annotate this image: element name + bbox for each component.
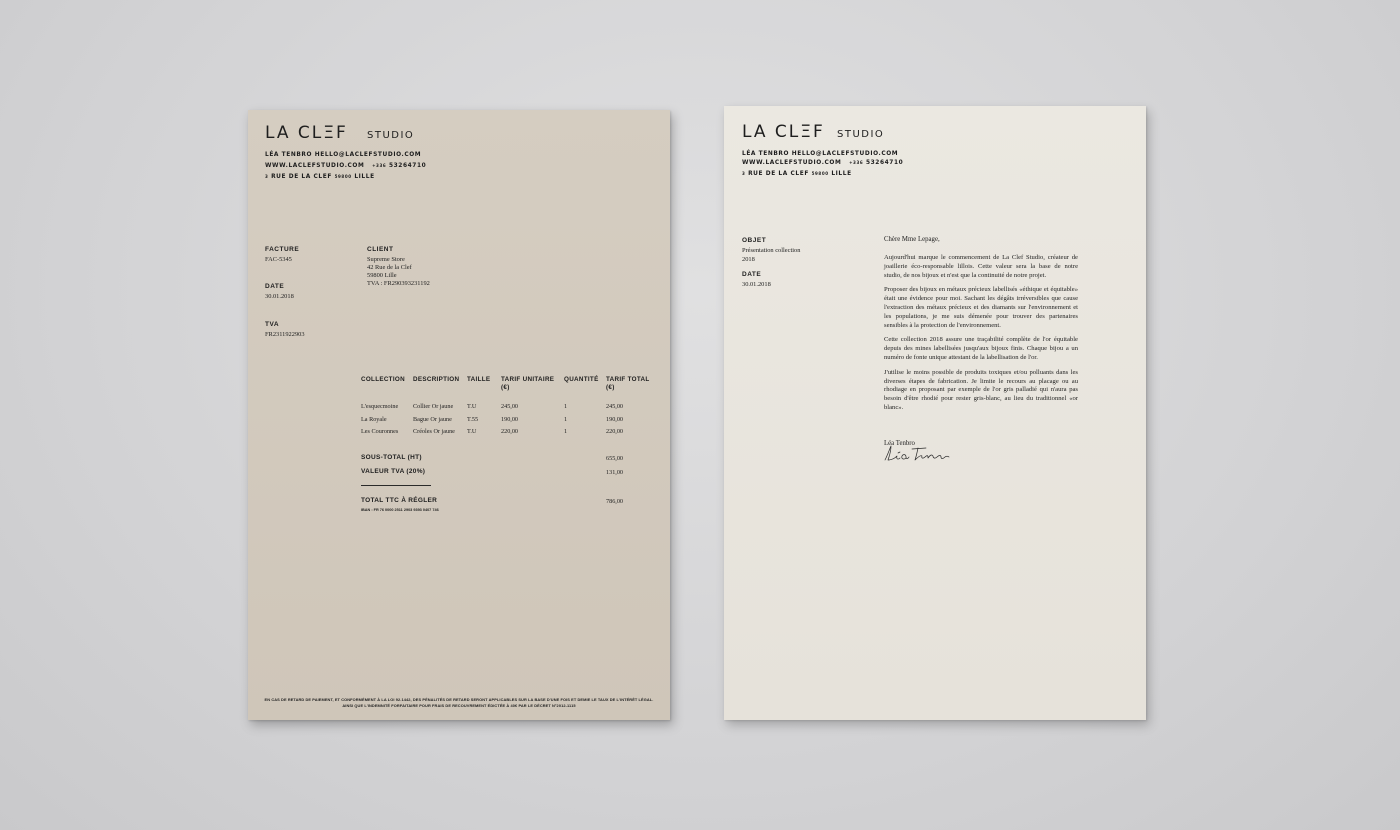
subtotal-label: SOUS-TOTAL (HT) — [361, 454, 422, 461]
letter-paragraph: Proposer des bijoux en métaux précieux labellisés «éthique et équitable» était une évidence pour moi. Sachant les dégâts irréversibles que cause l'extraction des métaux précieux et des diamants sur l'environnement et les populations, je me suis démenée pour trouver des partenaires sensibles à la protection de l'environnement. — [884, 286, 1078, 329]
totals-divider — [361, 485, 431, 486]
total-value: 786,00 — [606, 498, 624, 505]
brand-address-zip: 59800 — [334, 175, 352, 180]
letter-paragraph: Cette collection 2018 assure une traçabilité complète de l'or équitable depuis des mines labellisées jusqu'aux bijoux finis. Chaque bijou a un numéro de fonte unique attestant de la labellisation de l'or. — [884, 336, 1078, 361]
table-row — [361, 403, 661, 411]
cell-tarif-total: 190,00 — [606, 416, 624, 423]
client-address — [367, 256, 430, 288]
tva-label: TVA — [265, 321, 280, 328]
cell-tarif-unitaire: 245,00 — [501, 403, 519, 410]
cell-quantite: 1 — [564, 403, 568, 410]
brand-phone-prefix: +336 — [372, 164, 387, 169]
objet-line-1: Présentation collection — [742, 247, 801, 254]
letter-body — [884, 254, 1078, 419]
letter-paragraph: Aujourd'hui marque le commencement de La Clef Studio, créateur de joaillerie éco-responsable lillois. Cette valeur sera la base de notre studio, de nos bijoux et n'est que la continuité de notre projet. — [884, 254, 1078, 279]
salutation: Chère Mme Lepage, — [884, 236, 940, 243]
col-header-tarif-total: TARIF TOTAL (€) — [606, 376, 650, 391]
brand-studio: STUDIO — [837, 129, 885, 140]
cell-taille: T.U — [467, 403, 477, 410]
col-header-tarif-unitaire: TARIF UNITAIRE (€) — [501, 376, 555, 391]
total-label: TOTAL TTC À RÉGLER — [361, 497, 438, 504]
cell-description: Collier Or jaune — [413, 403, 454, 410]
iban: IBAN : FR 76 0000 2511 2903 9393 0407 746 — [361, 508, 439, 512]
brand-address-street: RUE DE LA CLEF — [748, 169, 809, 177]
brand-address-number: 3 — [742, 172, 746, 177]
cell-tarif-total: 220,00 — [606, 428, 624, 435]
cell-tarif-total: 245,00 — [606, 403, 624, 410]
cell-description: Bague Or jaune — [413, 416, 452, 423]
col-header-description: DESCRIPTION — [413, 376, 460, 383]
brand-address-city: LILLE — [831, 169, 852, 177]
letter-date-label: DATE — [742, 271, 762, 278]
cell-tarif-unitaire: 190,00 — [501, 416, 519, 423]
client-line: Supreme Store — [367, 256, 405, 263]
legal-footer-line-1: EN CAS DE RETARD DE PAIEMENT, ET CONFORMÉMENT À LA LOI 92.1442, DES PÉNALITÉS DE RETARD SERONT APPLICABLES SUR LA BASE D'UNE FOIS ET DEMIE LE TAUX DE L'INTÉRÊT LÉGAL. — [264, 697, 654, 702]
table-row — [361, 428, 661, 436]
legal-footer — [248, 697, 670, 709]
letter-date-value: 30.01.2018 — [742, 281, 771, 288]
cell-description: Créoles Or jaune — [413, 428, 455, 435]
brand-phone-prefix: +336 — [849, 161, 864, 166]
tva-value: FR2311922903 — [265, 331, 305, 338]
letter-paragraph: J'utilise le moins possible de produits toxiques et/ou polluants dans les diverses étapes de fabrication. Je limite le recours au placage ou au rhodiage en proposant par exemple de l'or gris palladié qui n'aura pas besoin d'être rhodié pour rester gris-blanc, au lieu du traditionnel «or blanc». — [884, 368, 1078, 411]
cell-taille: T.55 — [467, 416, 479, 423]
col-header-taille: TAILLE — [467, 376, 491, 383]
table-row — [361, 416, 661, 424]
client-line: TVA : FR290393231192 — [367, 280, 430, 287]
cell-collection: La Royale — [361, 416, 387, 423]
brand-phone: 53264710 — [865, 158, 904, 166]
col-header-quantite: QUANTITÉ — [564, 376, 599, 383]
brand-address-number: 3 — [265, 175, 269, 180]
invoice-sheet — [248, 110, 670, 720]
invoice-date-label: DATE — [265, 283, 285, 290]
cell-quantite: 1 — [564, 416, 568, 423]
invoice-date-value: 30.01.2018 — [265, 293, 294, 300]
brand-address-street: RUE DE LA CLEF — [271, 172, 332, 180]
subtotal-value: 655,00 — [606, 455, 624, 462]
legal-footer-line-2: AINSI QUE L'INDEMNITÉ FORFAITAIRE POUR FRAIS DE RECOUVREMENT ÉDICTÉE À 40€ PAR LE DÉCRET N°2012-1115 — [342, 703, 576, 708]
brand-website: WWW.LACLEFSTUDIO.COM — [265, 161, 365, 169]
client-line: 59800 Lille — [367, 272, 397, 279]
cell-tarif-unitaire: 220,00 — [501, 428, 519, 435]
brand-logo: LA CLΞF — [265, 123, 348, 143]
vat-value: 131,00 — [606, 469, 624, 476]
cell-quantite: 1 — [564, 428, 568, 435]
objet-label: OBJET — [742, 237, 767, 244]
cell-collection: Les Couronnes — [361, 428, 399, 435]
letter-sheet — [724, 106, 1146, 720]
facture-value: FAC-5345 — [265, 256, 292, 263]
handwritten-signature — [882, 442, 952, 464]
brand-address — [742, 168, 852, 180]
col-header-collection: COLLECTION — [361, 376, 405, 383]
brand-contact-line-1: LÉA TENBRO HELLO@LACLEFSTUDIO.COM — [265, 150, 422, 158]
objet-line-2: 2018 — [742, 256, 755, 263]
brand-logo: LA CLΞF — [742, 122, 825, 142]
vat-label: VALEUR TVA (20%) — [361, 468, 426, 475]
brand-address-zip: 59800 — [811, 172, 829, 177]
cell-taille: T.U — [467, 428, 477, 435]
brand-phone: 53264710 — [388, 161, 427, 169]
brand-website: WWW.LACLEFSTUDIO.COM — [742, 158, 842, 166]
client-label: CLIENT — [367, 246, 394, 253]
facture-label: FACTURE — [265, 246, 300, 253]
brand-address — [265, 171, 375, 183]
brand-contact-line-1: LÉA TENBRO HELLO@LACLEFSTUDIO.COM — [742, 149, 899, 157]
signature-name: Léa Tenbro — [884, 440, 915, 447]
brand-studio: STUDIO — [367, 130, 415, 141]
brand-address-city: LILLE — [354, 172, 375, 180]
cell-collection: L'esquecmoine — [361, 403, 399, 410]
client-line: 42 Rue de la Clef — [367, 264, 412, 271]
